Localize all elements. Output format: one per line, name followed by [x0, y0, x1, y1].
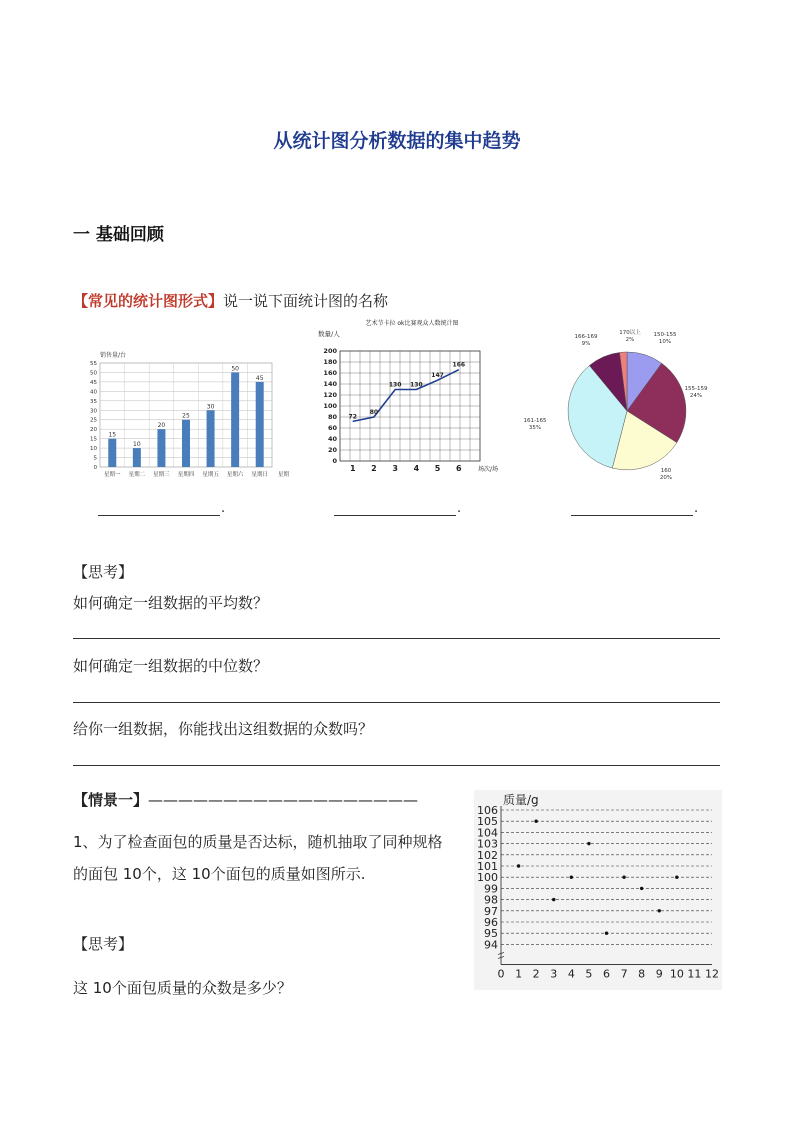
x-tick-label: 星期日 [251, 472, 268, 478]
page-title: 从统计图分析数据的集中趋势 [273, 130, 521, 152]
chart-background [474, 790, 722, 990]
x-tick-label: 6 [455, 464, 462, 473]
data-label: 10 [133, 441, 141, 449]
question-median: 如何确定一组数据的中位数？ [73, 657, 269, 675]
data-point [622, 876, 625, 879]
y-tick-label: 0 [93, 465, 97, 471]
y-tick-label: 60 [327, 424, 337, 432]
data-point [570, 876, 573, 879]
data-point [605, 932, 608, 935]
answer-line-1[interactable] [73, 638, 720, 639]
scene-tag: 【情景一】 [73, 791, 149, 809]
y-tick-label: 35 [90, 398, 97, 405]
answer-blank-3[interactable] [571, 501, 699, 516]
data-label: 15 [108, 431, 117, 439]
x-tick-label: 0 [497, 967, 505, 981]
y-tick-label: 20 [327, 446, 337, 454]
slice-percent: 20% [659, 475, 673, 481]
x-tick-label: 7 [620, 967, 628, 981]
slice-percent: 10% [658, 339, 672, 345]
question-mean: 如何确定一组数据的平均数？ [73, 594, 269, 612]
scatter-chart [474, 790, 722, 990]
x-tick-label: 1 [349, 464, 356, 473]
y-tick-label: 15 [90, 436, 97, 443]
x-tick-label: 2 [532, 967, 540, 981]
y-tick-label: 30 [90, 408, 97, 415]
x-tick-label: 1 [515, 967, 523, 981]
intro-line [73, 290, 388, 311]
data-label: 80 [369, 409, 379, 416]
y-tick-label: 20 [90, 427, 97, 434]
y-tick-label: 40 [90, 389, 97, 396]
y-tick-label: 95 [484, 927, 498, 941]
answer-blank-2[interactable] [334, 501, 462, 516]
data-point [552, 898, 555, 901]
x-tick-label: 星期六 [226, 472, 244, 478]
data-label: 166 [452, 361, 466, 369]
y-tick-label: 100 [477, 871, 498, 885]
x-tick-label: 5 [585, 967, 593, 981]
answer-line-3[interactable] [73, 765, 720, 766]
data-label: 130 [388, 381, 402, 389]
x-tick-label: 星期三 [153, 472, 170, 478]
slice-label: 155-159 [684, 386, 708, 392]
slice-percent: 35% [528, 425, 542, 431]
slice-label: 166-169 [574, 334, 598, 340]
intro-tag: 【常见的统计图形式】 [73, 292, 224, 310]
scene-dash: —————————————————— [148, 791, 419, 809]
y-tick-label: 40 [327, 435, 337, 443]
bar [256, 382, 264, 467]
y-tick-label: 25 [90, 417, 97, 424]
x-tick-label: 12 [705, 967, 719, 981]
y-tick-label: 103 [477, 837, 498, 851]
x-tick-label: 4 [567, 967, 575, 981]
bar [133, 448, 141, 467]
x-tick-label: 星期五 [202, 472, 219, 478]
question-mode-bread: 这 10个面包质量的众数是多少？ [73, 979, 292, 997]
line-chart [312, 316, 512, 476]
y-axis-label: 销售量/台 [100, 352, 127, 359]
slice-percent: 9% [581, 341, 591, 347]
section-heading: 一 基础回顾 [73, 225, 164, 245]
slice-percent: 2% [625, 337, 635, 343]
x-tick-label: 8 [638, 967, 646, 981]
bar [182, 420, 190, 467]
bar [207, 410, 215, 467]
question-mode: 给你一组数据，你能找出这组数据的众数吗？ [73, 720, 374, 738]
answer-line-2[interactable] [73, 702, 720, 703]
x-tick-label: 4 [413, 464, 420, 473]
slice-percent: 24% [689, 393, 703, 399]
data-label: 30 [206, 403, 215, 411]
think-tag: 【思考】 [73, 563, 134, 581]
slice-label: 161-165 [523, 418, 547, 424]
x-tick-label: 5 [434, 464, 441, 473]
x-tick-label: 星期二 [128, 472, 146, 478]
data-label: 20 [157, 422, 166, 430]
data-label: 45 [255, 374, 264, 382]
x-axis-label: 场次/场 [478, 466, 499, 473]
y-tick-label: 105 [477, 815, 498, 829]
data-point [640, 887, 643, 890]
y-tick-label: 10 [90, 446, 97, 453]
y-tick-label: 160 [323, 369, 337, 377]
x-tick-label: 9 [655, 967, 663, 981]
data-label: 147 [431, 372, 444, 380]
y-tick-label: 45 [90, 379, 97, 386]
x-tick-label: 2 [371, 464, 377, 473]
y-tick-label: 120 [323, 391, 337, 399]
data-label: 50 [231, 365, 239, 373]
x-tick-label: 6 [603, 967, 610, 981]
data-point [517, 864, 520, 867]
blank-dot: . [221, 501, 226, 516]
data-label: 130 [410, 381, 423, 389]
y-tick-label: 100 [323, 402, 337, 410]
x-tick-label: 11 [687, 967, 702, 981]
y-axis-label: 数量/人 [318, 330, 340, 338]
y-tick-label: 104 [477, 826, 498, 840]
chart-title: 艺术节卡拉 ok比赛观众人数统计图 [365, 320, 459, 327]
x-tick-label: 3 [392, 464, 398, 473]
blank-dot: . [694, 501, 699, 516]
x-tick-label: 3 [550, 967, 558, 981]
bar [108, 439, 116, 467]
problem-text-line2: 的面包 10个，这 10个面包的质量如图所示. [73, 865, 366, 883]
data-label: 25 [182, 412, 190, 420]
data-point [675, 876, 678, 879]
pie-chart [523, 324, 708, 484]
data-point [587, 842, 590, 845]
slice-label: 160 [660, 468, 672, 474]
y-tick-label: 200 [323, 347, 337, 355]
y-tick-label: 55 [90, 361, 97, 367]
y-tick-label: 98 [484, 893, 498, 907]
think2-tag: 【思考】 [73, 935, 134, 953]
data-label: 72 [348, 413, 357, 421]
y-tick-label: 99 [484, 882, 498, 896]
data-point [658, 909, 661, 912]
y-tick-label: 50 [90, 370, 97, 377]
bar [231, 372, 239, 467]
x-tick-label: 星期四 [177, 472, 195, 478]
x-axis-label: 星期 [278, 472, 290, 478]
y-tick-label: 102 [477, 848, 498, 862]
slice-label: 170以上 [619, 330, 641, 336]
y-tick-label: 101 [477, 860, 498, 873]
y-tick-label: 0 [332, 457, 337, 465]
y-tick-label: 180 [323, 358, 337, 366]
y-tick-label: 106 [477, 804, 498, 817]
y-tick-label: 96 [484, 916, 498, 929]
y-tick-label: 140 [323, 380, 337, 388]
data-point [534, 820, 537, 823]
y-tick-label: 97 [484, 904, 498, 918]
problem-text-line1: 1、为了检查面包的质量是否达标，随机抽取了同种规格 [73, 833, 443, 851]
scene-heading [73, 789, 418, 810]
slice-label: 150-155 [653, 332, 677, 338]
x-tick-label: 星期一 [104, 472, 121, 478]
blank-dot: . [457, 501, 462, 516]
y-tick-label: 5 [93, 455, 97, 462]
answer-blank-1[interactable] [98, 501, 226, 516]
y-tick-label: 94 [484, 938, 498, 952]
x-tick-label: 10 [669, 967, 684, 981]
y-axis-label: 质量/g [503, 793, 539, 807]
bar [157, 429, 165, 467]
y-tick-label: 80 [327, 413, 337, 421]
bar-chart [78, 345, 298, 485]
intro-text: 说一说下面统计图的名称 [223, 292, 389, 310]
